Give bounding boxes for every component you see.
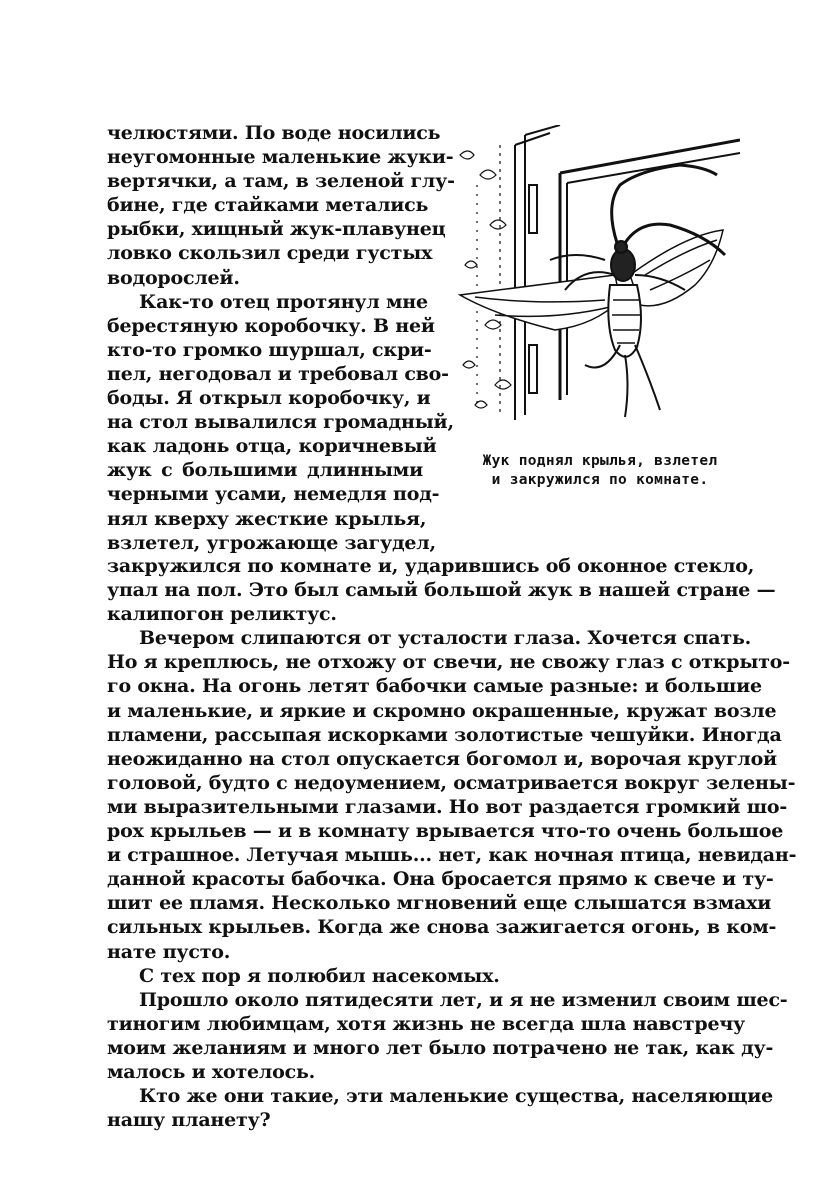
text-line: нате пусто.	[107, 940, 231, 963]
text-line: водорослей.	[107, 266, 240, 289]
text-line: на стол вывалился громадный,	[107, 411, 454, 434]
text-line: данной красоты бабочка. Она бросается прямо к свече и ту-	[107, 868, 774, 891]
text-line: нял кверху жесткие крылья,	[107, 507, 427, 530]
text-line: берестяную коробочку. В ней	[107, 314, 435, 337]
text-line: нашу планету?	[107, 1109, 271, 1132]
caption-line: Жук поднял крылья, взлетел	[482, 453, 718, 469]
text-line: челюстями. По воде носились	[107, 122, 441, 144]
wide-column	[107, 554, 797, 1132]
beetle-drawing	[455, 125, 740, 425]
text-line: жук с большими длинными	[107, 459, 423, 482]
text-line: черными усами, немедля под-	[107, 483, 440, 506]
text-line: взлетел, угрожающе загудел,	[107, 531, 436, 554]
text-line: малось и хотелось.	[107, 1060, 316, 1083]
text-line: тиногим любимцам, хотя жизнь не всегда шла навстречу	[107, 1012, 746, 1035]
text-line: го окна. На огонь летят бабочки самые разные: и большие	[107, 675, 762, 698]
text-line: рох крыльев — и в комнату врывается что-то очень большое	[107, 820, 784, 843]
text-line: как ладонь отца, коричневый	[107, 435, 437, 458]
narrow-column	[107, 121, 455, 555]
text-line: ми выразительными глазами. Но вот раздается громкий шо-	[107, 795, 788, 818]
text-line: Вечером слипаются от усталости глаза. Хочется спать.	[139, 627, 752, 650]
text-line: Кто же они такие, эти маленькие существа, населяющие	[139, 1085, 773, 1108]
text-line: С тех пор я полюбил насекомых.	[139, 964, 500, 987]
text-line: закружился по комнате и, ударившись об оконное стекло,	[107, 555, 755, 577]
text-line: Но я креплюсь, не отхожу от свечи, не свожу глаз с открыто-	[107, 651, 790, 674]
text-line: головой, будто с недоумением, осматривается вокруг зелены-	[107, 771, 796, 794]
text-line: и страшное. Летучая мышь... нет, как ночная птица, невидан-	[107, 844, 797, 867]
text-line: бине, где стайками метались	[107, 194, 429, 217]
figure-caption	[450, 452, 750, 490]
text-line: сильных крыльев. Когда же снова зажигается огонь, в ком-	[107, 916, 777, 939]
caption-line: и закружился по комнате.	[491, 472, 709, 488]
text-line: пел, негодовал и требовал сво-	[107, 362, 449, 385]
text-line: неугомонные маленькие жуки-	[107, 146, 454, 169]
text-line: пламени, рассыпая искорками золотистые чешуйки. Иногда	[107, 723, 782, 746]
text-line: моим желаниям и много лет было потрачено не так, как ду-	[107, 1036, 774, 1059]
text-line: вертячки, а там, в зеленой глу-	[107, 170, 455, 193]
text-line: кто-то громко шуршал, скри-	[107, 338, 432, 361]
text-line: калипогон реликтус.	[107, 603, 337, 626]
text-line: рыбки, хищный жук-плавунец	[107, 218, 446, 241]
beetle-illustration	[455, 125, 740, 425]
text-line: упал на пол. Это был самый большой жук в нашей стране —	[107, 579, 776, 602]
text-line: неожиданно на стол опускается богомол и, ворочая круглой	[107, 747, 777, 770]
text-line: боды. Я открыл коробочку, и	[107, 387, 431, 410]
text-line: Как-то отец протянул мне	[139, 290, 428, 313]
text-line: ловко скользил среди густых	[107, 242, 433, 265]
text-line: Прошло около пятидесяти лет, и я не изменил своим шес-	[139, 988, 788, 1011]
text-line: и маленькие, и яркие и скромно окрашенные, кружат возле	[107, 699, 777, 722]
text-line: шит ее пламя. Несколько мгновений еще слышатся взмахи	[107, 892, 772, 915]
